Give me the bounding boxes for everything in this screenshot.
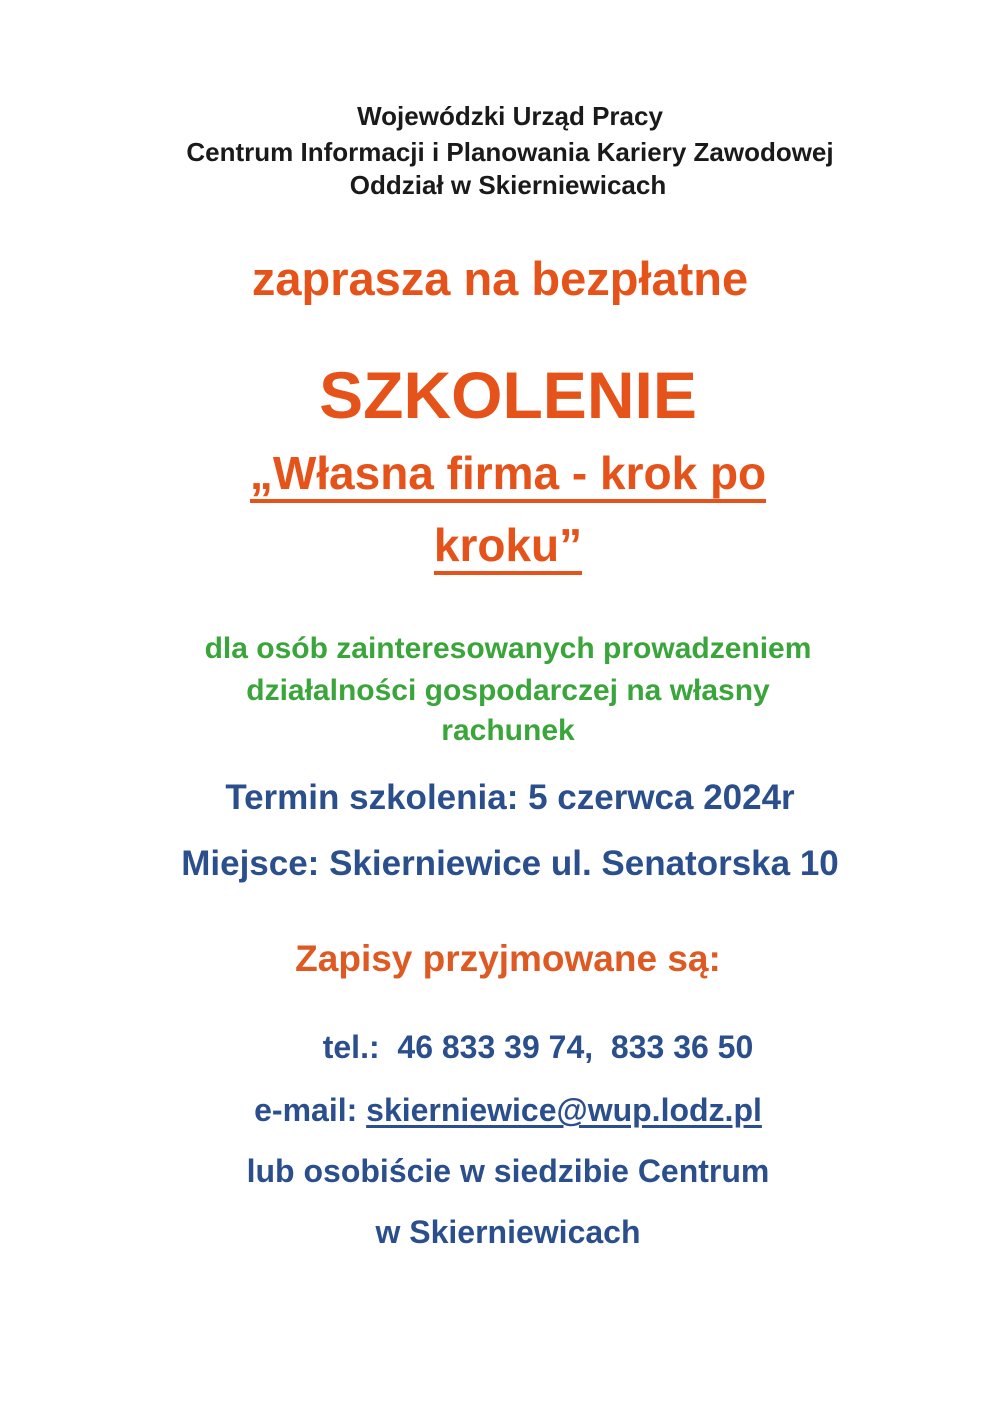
audience-line3: rachunek xyxy=(441,714,575,747)
in-person-line2: w Skierniewicach xyxy=(375,1214,641,1250)
training-title-line1-text: „Własna firma - krok po xyxy=(250,450,766,503)
event-type-heading: SZKOLENIE xyxy=(319,358,697,432)
organization-name: Wojewódzki Urząd Pracy xyxy=(357,101,663,131)
invitation-text: zaprasza na bezpłatne xyxy=(251,252,749,305)
organization-department: Centrum Informacji i Planowania Kariery Zawodowej xyxy=(186,137,834,167)
training-title-line2-text: kroku” xyxy=(434,522,582,575)
training-title-line1 xyxy=(8,447,1000,503)
training-date: Termin szkolenia: 5 czerwca 2024r xyxy=(225,778,795,817)
training-place: Miejsce: Skierniewice ul. Senatorska 10 xyxy=(181,844,839,883)
in-person-line1: lub osobiście w siedzibie Centrum xyxy=(246,1153,770,1189)
training-title-line2 xyxy=(8,519,1000,575)
audience-line2: działalności gospodarczej na własny xyxy=(246,674,770,707)
registration-phone: tel.: 46 833 39 74, 833 36 50 xyxy=(322,1029,754,1065)
registration-heading: Zapisy przyjmowane są: xyxy=(295,938,721,979)
email-link[interactable]: skierniewice@wup.lodz.pl xyxy=(366,1092,762,1128)
audience-line1: dla osób zainteresowanych prowadzeniem xyxy=(204,632,812,665)
email-label: e-mail: xyxy=(254,1092,367,1128)
registration-email-line xyxy=(8,1094,1000,1126)
organization-branch: Oddział w Skierniewicach xyxy=(349,170,667,200)
